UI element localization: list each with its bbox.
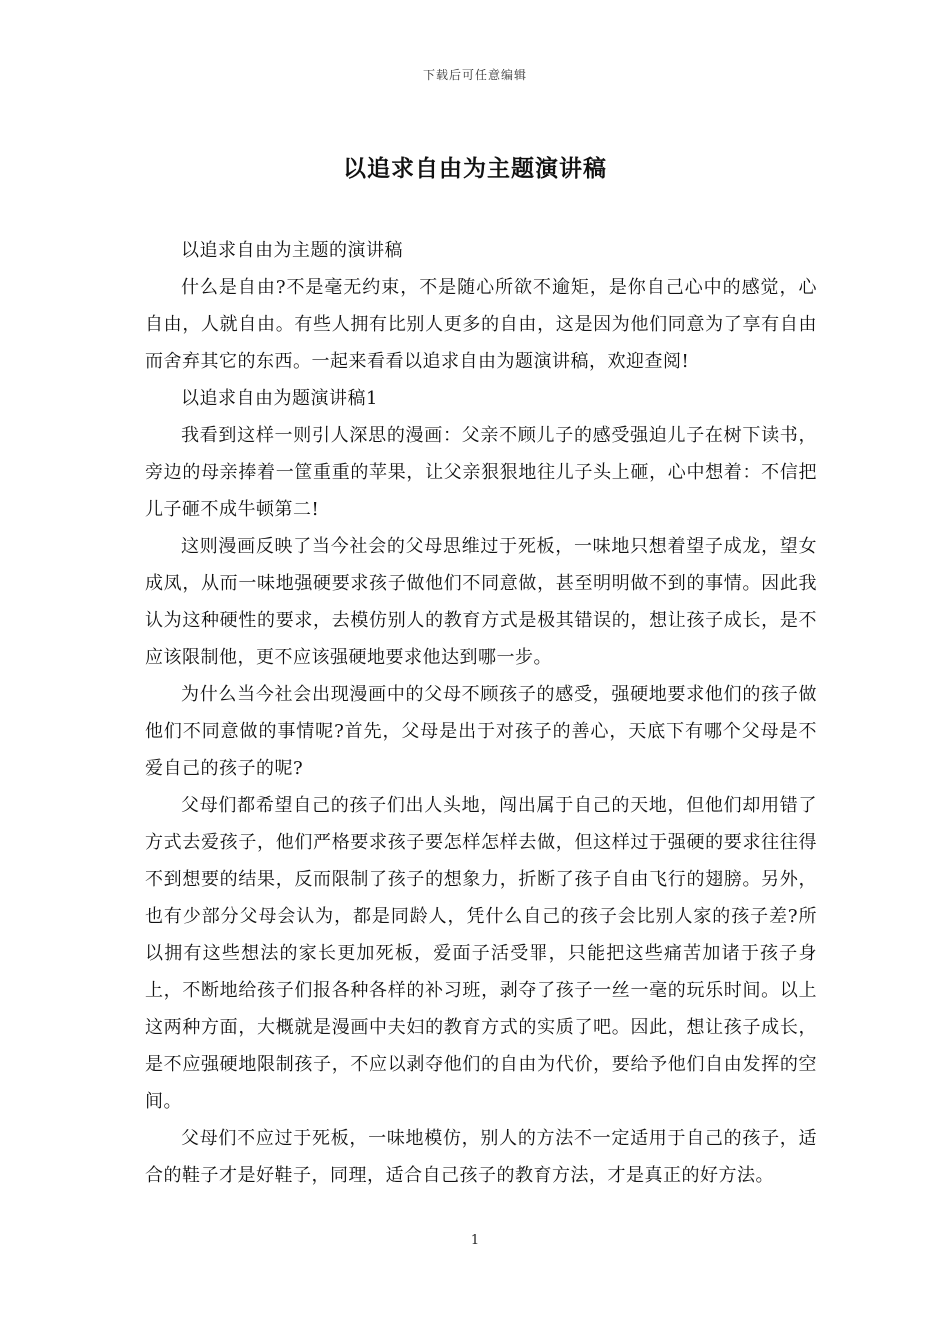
page-number: 1 xyxy=(470,1233,480,1248)
intro-paragraph: 什么是自由?不是毫无约束，不是随心所欲不逾矩，是你自己心中的感觉，心自由，人就自由。有些人拥有比别人更多的自由，这是因为他们同意为了享有自由而舍弃其它的东西。一起来看看以追求自由为题演讲稿，欢迎查阅! xyxy=(145,277,817,372)
body-paragraph: 父母们不应过于死板，一味地模仿，别人的方法不一定适用于自己的孩子，适合的鞋子才是好鞋子，同理，适合自己孩子的教育方法，才是真正的好方法。 xyxy=(145,1128,817,1186)
header-note: 下载后可任意编辑 xyxy=(422,68,527,82)
body-paragraph: 这则漫画反映了当今社会的父母思维过于死板，一味地只想着望子成龙，望女成凤，从而一味地强硬要求孩子做他们不同意做，甚至明明做不到的事情。因此我认为这种硬性的要求，去模仿别人的教育方式是极其错误的，想让孩子成长，是不应该限制他，更不应该强硬地要求他达到哪一步。 xyxy=(145,536,817,668)
document-body xyxy=(145,232,817,1194)
body-paragraph: 父母们都希望自己的孩子们出人头地，闯出属于自己的天地，但他们却用错了方式去爱孩子，他们严格要求孩子要怎样怎样去做，但这样过于强硬的要求往往得不到想要的结果，反而限制了孩子的想象力，折断了孩子自由飞行的翅膀。另外，也有少部分父母会认为，都是同龄人，凭什么自己的孩子会比别人家的孩子差?所以拥有这些想法的家长更加死板，爱面子活受罪，只能把这些痛苦加诸于孩子身上，不断地给孩子们报各种各样的补习班，剥夺了孩子一丝一毫的玩乐时间。以上这两种方面，大概就是漫画中夫妇的教育方式的实质了吧。因此，想让孩子成长，是不应强硬地限制孩子，不应以剥夺他们的自由为代价，要给予他们自由发挥的空间。 xyxy=(145,795,817,1112)
body-paragraph: 我看到这样一则引人深思的漫画：父亲不顾儿子的感受强迫儿子在树下读书，旁边的母亲捧着一筐重重的苹果，让父亲狠狠地往儿子头上砸，心中想着：不信把儿子砸不成牛顿第二! xyxy=(145,425,817,520)
section-heading: 以追求自由为题演讲稿1 xyxy=(181,388,378,409)
document-title: 以追求自由为主题演讲稿 xyxy=(343,155,607,182)
subtitle-paragraph: 以追求自由为主题的演讲稿 xyxy=(181,240,403,261)
body-paragraph: 为什么当今社会出现漫画中的父母不顾孩子的感受，强硬地要求他们的孩子做他们不同意做的事情呢?首先，父母是出于对孩子的善心，天底下有哪个父母是不爱自己的孩子的呢? xyxy=(145,684,817,779)
